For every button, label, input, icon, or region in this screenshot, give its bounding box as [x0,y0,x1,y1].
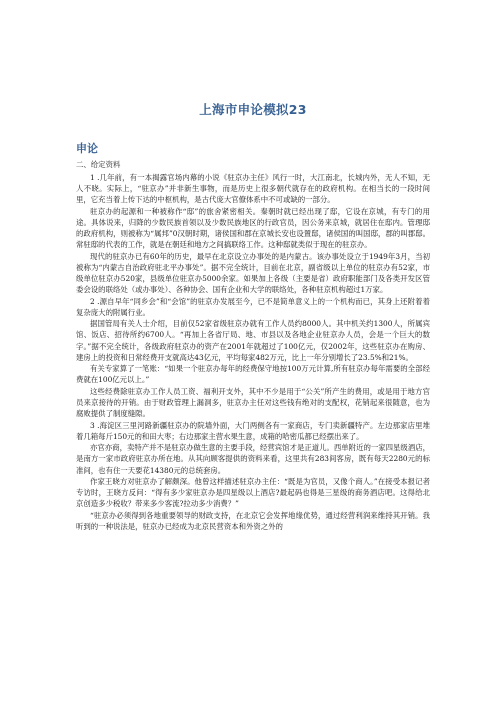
paragraph: 1 .几年前，有一本揭露官场内幕的小说《驻京办主任》风行一时，大江南北，长城内外，无人不知，无人不晓。实际上，“驻京办”并非新生事物，而是历史上很多朝代就存在的政府机构。在相当长的一段时间里，它充当着上传下达的中枢机构，是古代庞大官僚体系中不可或缺的一部分。 [76,173,430,205]
document-title: 上海市申论模拟23 [199,102,307,117]
paragraph: 亦官亦商，卖特产并不是驻京办做生意的主要手段，经营宾馆才是正道儿。西单附近的一家四星级酒店，是南方一家市政府驻京办所在地。从其向顾客提供的资料来看，这里共有283间客房，既有每天2280元的标准间，也有住一天要花14380元的总统套房。 [76,443,430,475]
paragraph: 有关专家算了一笔账：“如果一个驻京办每年的经费保守地按100万元计算,所有驻京办每年需要的全部经费就在100亿元以上。” [76,364,430,385]
paragraph: 据国管局有关人士介绍，目前仅52家省级驻京办就有工作人员约8000人。其中机关约1300人，所属宾馆、饭店、招待所约6700人。“再加上各省厅局、地、市县以及各地企业驻京办人员，会是一个巨大的数字。”据不完全统计，各级政府驻京办的资产在2001年就超过了100亿元，仅2002年，这些驻京办在购房、建房上的投资和日常经费开支就高达43亿元，平均每家482万元，比上一年分别增长了23.5%和21%。 [76,319,430,362]
paragraph: “驻京办必须得到各地重要领导的财政支持，在北京它会发挥地缘优势，通过经营利润来维持其开销。我听到的一种说法是，驻京办已经成为北京民营资本和外资之外的 [76,510,430,531]
paragraph: 作家王晓方对驻京办了解颇深。他曾这样描述驻京办主任：“既是为官员，又像个商人。”在接受本报记者专访时，王晓方反问：“得有多少家驻京办是四星级以上酒店?最起码也得是三星级的商务酒店吧。这得给北京创造多少税收？带来多少客流?拉动多少消费？” [76,477,430,509]
paragraph: 驻京办的起源和一种被称作“邸”的旅舍紧密相关。秦朝时就已经出现了邸，它设在京城，有专门的用途。具体说来，归降的少数民族首领以及少数民族地区的行政官员，因公务来京城，就居住在邸内。管理邸的政府机构，则被称为“属邦”0汉朝时期，诸侯国和郡在京城长安也设置邸，诸侯国的叫国邸，郡的叫郡邸。常驻邸的代表的工作，就是在朝廷和地方之间搞联络工作。这种邸就类似于现在的驻京办。 [76,206,430,250]
paragraph: 3 .海淀区三里河路新疆驻京办的院墙外面，大门两侧各有一家商店，专门卖新疆特产。左边那家店里堆着几箱每斤150元的和田大枣；右边那家主营水果生意，成箱的哈密瓜都已经摆出来了。 [76,420,430,441]
paragraph: 现代的驻京办已有60年的历史，最早在北京设立办事处的是内蒙古。该办事处设立于1949年3月，当初被称为“内蒙古自治政府驻北平办事处”。据不完全统计，目前在北京，副省级以上单位的驻京办有52家，市级单位驻京办520家，县级单位驻京办5000余家。如果加上各级（主要是省）政府职能部门及各类开发区管委会设的联络处（或办事处）、各种协会、国有企业和大学的联络处，各种驻京机构超过1万家。 [76,251,430,295]
section-heading: 申论 [76,142,98,155]
paragraph: 这些经费除驻京办工作人员工资、福利开支外，其中不少是用于“公关”所产生的费用，或是用于地方官员来京接待的开销。由于财政管理上漏洞多，驻京办主任对这些钱有绝对的支配权，花销起来很随意，也为腐败提供了制度缝隙。 [76,386,430,419]
materials-subheading: 二、给定资料 [76,160,121,169]
paragraph: 2 .源自早年“同乡会”和“会馆”的驻京办发展至今，已不是简单意义上的一个机构而已，其身上还附着着复杂庞大的附属行业。 [76,296,430,317]
